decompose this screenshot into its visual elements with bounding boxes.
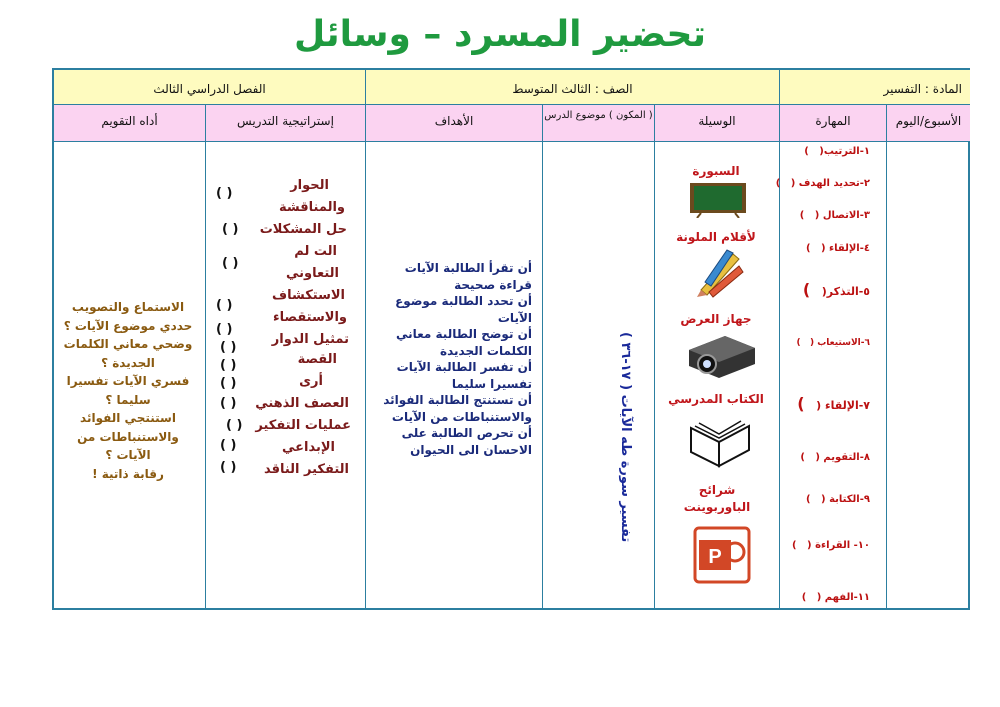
strategy-item: تمثيل الدوار — [271, 332, 349, 347]
goal-item: أن تفسر الطالبة الآيات تفسيرا سليما — [396, 360, 532, 391]
goal-item: أن تستنتج الطالبة الفوائد والاستنباطات من الآيات — [383, 393, 532, 424]
grade-cell — [365, 70, 779, 104]
tool-column — [654, 142, 779, 610]
goal-item: أن توضح الطالبة معاني الكلمات الجديدة — [395, 327, 532, 358]
book-icon — [685, 414, 755, 470]
skill-item: ٢-تحديد الهدف ( ) — [775, 178, 870, 189]
strategy-item: التعاوني — [286, 266, 339, 281]
strategy-checkbox: ( ) — [220, 340, 237, 355]
col-skill: المهارة — [779, 104, 886, 142]
goal-item: أن تحرص الطالبة على الاحسان الى الحيوان — [401, 426, 532, 457]
goal-item: أن تقرأ الطالبة الآيات قراءة صحيحة — [404, 261, 532, 292]
semester-label: الفصل الدراسي الثالث — [153, 82, 266, 96]
goals-column — [365, 142, 542, 610]
evaluation-column — [54, 142, 205, 610]
strategy-item: أرى — [299, 374, 323, 389]
strategy-item: القصة — [297, 352, 337, 367]
strategy-item: عمليات التفكير — [255, 418, 351, 433]
grade-label: الصف : الثالث المتوسط — [512, 82, 633, 96]
tool-label: شرائح الباوربوينت — [683, 483, 751, 514]
strategy-checkbox: ( ) — [222, 256, 239, 271]
strategy-item: الت لم — [294, 244, 337, 259]
skill-item: ١٠- القراءة ( ) — [792, 540, 870, 551]
strategy-checkbox: ( ) — [222, 222, 239, 237]
tool-label: جهاز العرض — [680, 312, 752, 326]
goal-item: أن تحدد الطالبة موضوع الآيات — [395, 294, 532, 325]
strategy-item: والاستقصاء — [272, 310, 347, 325]
projector-icon — [685, 330, 757, 382]
lesson-plan-table — [52, 68, 970, 610]
strategy-checkbox: ( ) — [220, 358, 237, 373]
col-week: الأسبوع/اليوم — [886, 104, 970, 142]
pencils-icon — [695, 246, 745, 298]
evaluation-item: حددي موضوع الآيات ؟ — [63, 318, 193, 333]
strategy-item: والمناقشة — [279, 200, 345, 215]
powerpoint-icon — [693, 526, 751, 584]
goals-list — [372, 260, 532, 458]
evaluation-item: فسري الآيات تفسيرا سليما ؟ — [66, 374, 190, 407]
strategy-checkbox: ( ) — [220, 376, 237, 391]
skill-item: ٦-الاستيعاب ( ) — [796, 338, 870, 348]
strategy-checkbox: ( ) — [220, 438, 237, 453]
semester-cell — [54, 70, 365, 104]
tool-label: لأقلام الملونة — [676, 230, 756, 244]
tool-label: السبورة — [692, 164, 740, 178]
skill-item: ٩-الكتابة ( ) — [806, 494, 870, 505]
col-evaluation: أداه التقويم — [54, 104, 205, 142]
evaluation-item: وضحي معاني الكلمات الجديدة ؟ — [63, 337, 193, 370]
strategy-checkbox: ( ) — [216, 186, 233, 201]
lesson-title: تفسير سورة طه الآيات ( ١٧-٣٦ ) — [618, 332, 633, 543]
skill-item: ١-الترتيب( ) — [804, 146, 870, 157]
col-goals: الأهداف — [365, 104, 542, 142]
skill-item: ١١-الفهم ( ) — [801, 592, 870, 603]
col-component: ( المكون ) موضوع الدرس — [542, 104, 654, 142]
col-tool: الوسيلة — [654, 104, 779, 142]
strategy-item: الاستكشاف — [272, 288, 345, 303]
col-strategy: إستراتيجية التدريس — [205, 104, 365, 142]
skill-item: ٣-الاتصال ( ) — [799, 210, 870, 221]
skill-item: ٨-التقويم ( ) — [800, 452, 870, 463]
strategy-item: الإبداعي — [281, 440, 335, 455]
subject-label: المادة : التفسير — [883, 82, 962, 96]
week-column — [886, 142, 970, 610]
strategy-item: التفكير الناقد — [263, 462, 349, 477]
skill-item: ٧-الإلقاء ( ) — [797, 394, 870, 413]
strategy-checkbox: ( ) — [216, 298, 233, 313]
strategy-item: العصف الذهني — [255, 396, 349, 411]
strategy-item: الحوار — [290, 178, 329, 193]
chalkboard-icon — [689, 182, 747, 218]
evaluation-item: رقابة ذاتية ! — [92, 466, 164, 481]
strategy-checkbox: ( ) — [216, 322, 233, 337]
skill-item: ٤-الإلقاء ( ) — [805, 243, 870, 254]
tool-label: الكتاب المدرسي — [668, 392, 764, 406]
subject-cell — [779, 70, 970, 104]
strategy-item: حل المشكلات — [259, 222, 347, 237]
evaluation-item: استنتجي الفوائد والاستنباطات من الآيات ؟ — [77, 411, 179, 462]
strategy-checkbox: ( ) — [220, 396, 237, 411]
strategy-checkbox: ( ) — [220, 460, 237, 475]
strategy-column — [205, 142, 365, 610]
evaluation-item: الاستماع والتصويب — [71, 300, 185, 314]
skill-item: ٥-التذكر( ) — [802, 280, 870, 299]
evaluation-list — [58, 298, 198, 483]
svg-text:P: P — [708, 546, 722, 568]
strategy-checkbox: ( ) — [226, 418, 243, 433]
page-title: تحضير المسرد – وسائل — [293, 14, 707, 55]
component-column — [542, 142, 654, 610]
skill-column — [775, 142, 886, 610]
